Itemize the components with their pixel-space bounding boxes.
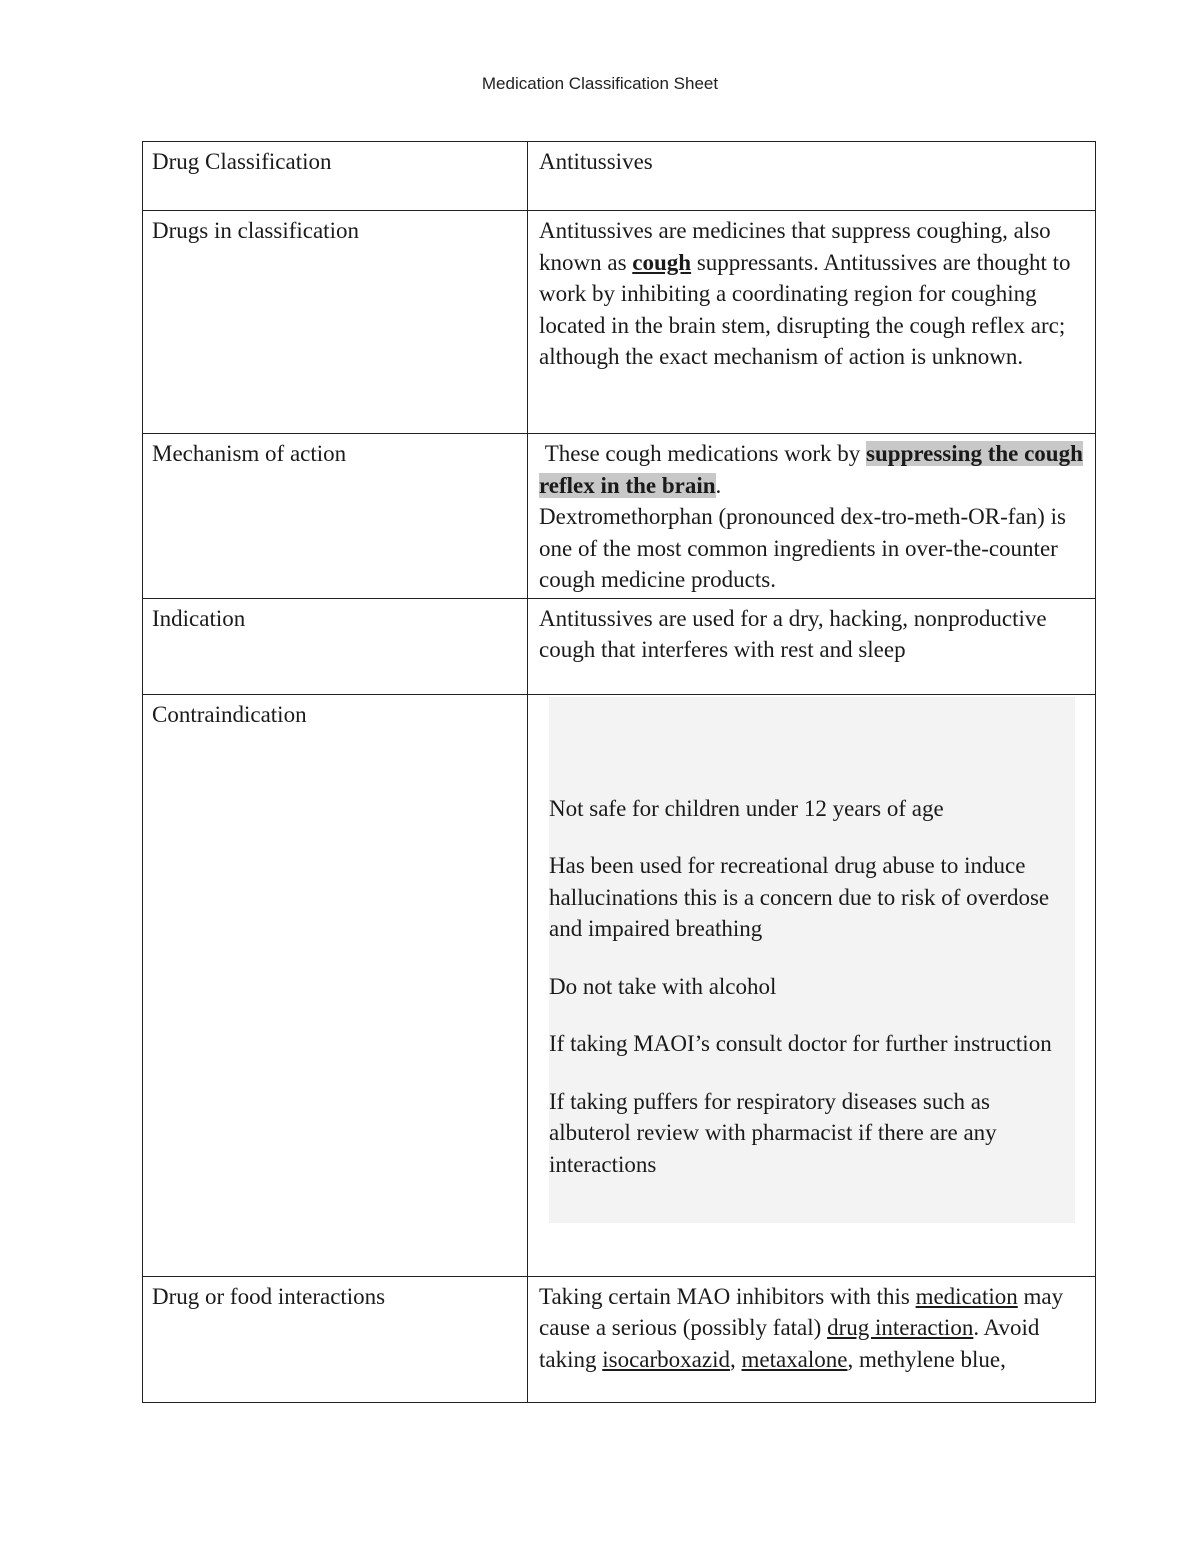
table-row (143, 694, 1096, 1276)
table-row (143, 598, 1096, 694)
isocarboxazid-link[interactable]: isocarboxazid (602, 1346, 730, 1372)
contraindication-item: Do not take with alcohol (549, 973, 777, 999)
drugs-text: Antitussives are medicines that suppress coughing, also known as (539, 218, 1051, 275)
contraindication-list (549, 697, 1075, 1223)
classification-table (142, 141, 1096, 1403)
contraindication-label: Contraindication (143, 694, 528, 1276)
indication-value: Antitussives are used for a dry, hacking, nonproductive cough that interferes with rest and sleep (528, 598, 1096, 694)
mechanism-period: . (715, 472, 722, 498)
contraindication-item: If taking MAOI’s consult doctor for further instruction (549, 1031, 1052, 1056)
page-title: Medication Classification Sheet (481, 74, 719, 93)
drugs-label: Drugs in classification (143, 211, 528, 434)
classification-label: Drug Classification (143, 142, 528, 211)
mechanism-value (528, 434, 1096, 599)
interactions-value (528, 1276, 1096, 1402)
drugs-text-continued: suppressants. Antitussives are thought to work by inhibiting a coordinating region for coughing located in the brain stem, disrupting the cough reflex arc; although the exact mechanism of action is unknown. (539, 249, 1071, 369)
drug-interaction-link[interactable]: drug interaction (827, 1315, 974, 1340)
interactions-label: Drug or food interactions (143, 1276, 528, 1402)
contraindication-item: Has been used for recreational drug abuse to induce hallucinations this is a concern due to risk of overdose and impaired breathing (549, 853, 1050, 941)
contraindication-item: Not safe for children under 12 years of age (549, 795, 944, 821)
metaxalone-link[interactable]: metaxalone (741, 1346, 848, 1372)
mechanism-highlight: suppressing the cough reflex in the brain (539, 441, 1083, 498)
mechanism-text: These cough medications work by (539, 441, 867, 466)
classification-value: Antitussives (528, 142, 1096, 211)
table-row (143, 434, 1096, 599)
cough-link[interactable]: cough (632, 249, 692, 275)
interactions-text: may cause a serious (possibly fatal) (539, 1283, 1064, 1340)
table-row (143, 142, 1096, 211)
contraindication-value (528, 694, 1096, 1276)
indication-label: Indication (143, 598, 528, 694)
interactions-text: . Avoid taking (539, 1315, 1040, 1372)
interactions-text: Taking certain MAO inhibitors with this (539, 1283, 916, 1309)
mechanism-label: Mechanism of action (143, 434, 528, 599)
drugs-value (528, 211, 1096, 434)
contraindication-item: If taking puffers for respiratory diseases such as albuterol review with pharmacist if there are any interactions (549, 1088, 997, 1177)
interactions-text: , methylene blue, (847, 1346, 1006, 1372)
table-row (143, 1276, 1096, 1402)
table-row (143, 211, 1096, 434)
interactions-text: , (729, 1346, 742, 1372)
mechanism-dextromethorphan-text: Dextromethorphan (pronounced dex-tro-meth-OR-fan) is one of the most common ingredients in over-the-counter cough medicine products. (539, 504, 1066, 592)
medication-link[interactable]: medication (915, 1283, 1018, 1309)
